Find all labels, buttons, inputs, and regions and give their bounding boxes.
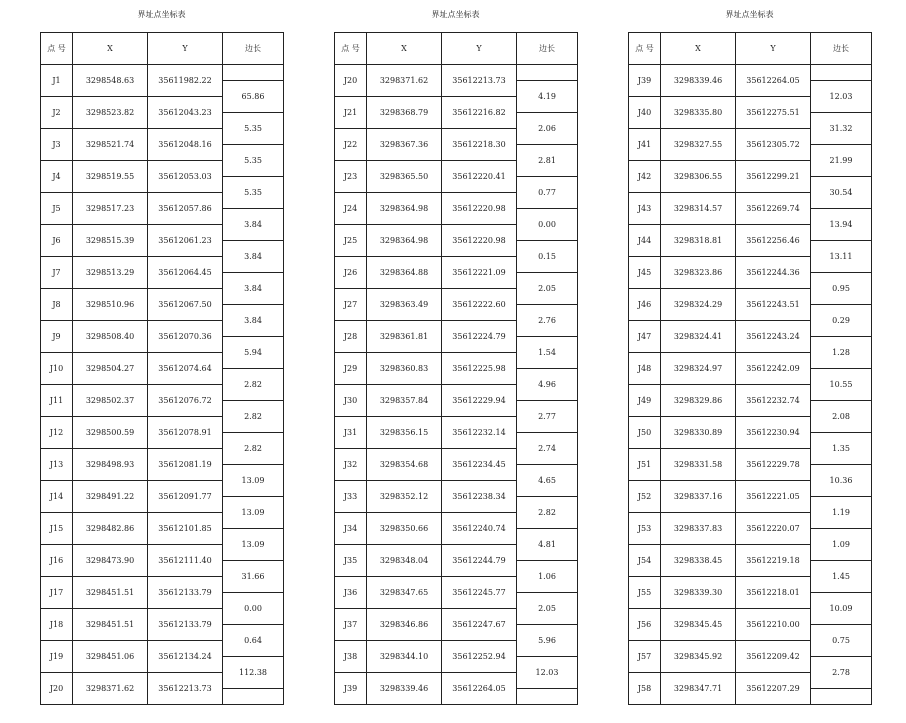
cell-point: J52 (629, 481, 661, 513)
cell-x: 3298345.45 (661, 609, 736, 641)
cell-x: 3298521.74 (73, 129, 148, 161)
cell-y: 35612275.51 (736, 97, 811, 129)
cell-x: 3298327.55 (661, 129, 736, 161)
cell-y: 35612220.07 (736, 513, 811, 545)
cell-y: 35612305.72 (736, 129, 811, 161)
edge-length-cell: 3.84 (223, 241, 284, 273)
edge-length-cell: 0.00 (223, 593, 284, 625)
edge-cell-stub (223, 65, 284, 81)
edge-length-cell: 1.54 (517, 337, 578, 369)
cell-point: J17 (41, 577, 73, 609)
cell-y: 35612221.09 (442, 257, 517, 289)
cell-point: J31 (335, 417, 367, 449)
cell-x: 3298324.29 (661, 289, 736, 321)
edge-length-cell: 5.35 (223, 145, 284, 177)
cell-y: 35612240.74 (442, 513, 517, 545)
header-point: 点 号 (629, 33, 661, 65)
edge-length-cell: 3.84 (223, 305, 284, 337)
edge-length-cell: 30.54 (811, 177, 872, 209)
cell-x: 3298337.16 (661, 481, 736, 513)
cell-point: J20 (335, 65, 367, 97)
cell-y: 35612074.64 (148, 353, 223, 385)
cell-x: 3298517.23 (73, 193, 148, 225)
header-edge: 边长 (517, 33, 578, 65)
cell-point: J10 (41, 353, 73, 385)
edge-length-cell: 5.94 (223, 337, 284, 369)
edge-length-cell: 1.19 (811, 497, 872, 529)
cell-point: J41 (629, 129, 661, 161)
cell-y: 35612244.36 (736, 257, 811, 289)
header-point: 点 号 (335, 33, 367, 65)
cell-y: 35612256.46 (736, 225, 811, 257)
cell-x: 3298323.86 (661, 257, 736, 289)
edge-length-cell: 5.96 (517, 625, 578, 657)
cell-y: 35612070.36 (148, 321, 223, 353)
cell-y: 35612111.40 (148, 545, 223, 577)
cell-x: 3298451.06 (73, 641, 148, 673)
cell-point: J8 (41, 289, 73, 321)
cell-y: 35612213.73 (148, 673, 223, 705)
cell-x: 3298473.90 (73, 545, 148, 577)
cell-point: J20 (41, 673, 73, 705)
cell-x: 3298510.96 (73, 289, 148, 321)
edge-length-cell: 0.29 (811, 305, 872, 337)
cell-x: 3298368.79 (367, 97, 442, 129)
table-title: 界址点坐标表 (431, 10, 480, 19)
cell-y: 35612061.23 (148, 225, 223, 257)
cell-x: 3298371.62 (73, 673, 148, 705)
cell-x: 3298361.81 (367, 321, 442, 353)
cell-x: 3298318.81 (661, 225, 736, 257)
cell-y: 35612218.30 (442, 129, 517, 161)
cell-point: J32 (335, 449, 367, 481)
header-edge: 边长 (811, 33, 872, 65)
header-x: X (73, 33, 148, 65)
cell-point: J34 (335, 513, 367, 545)
edge-length-cell: 1.45 (811, 561, 872, 593)
cell-x: 3298347.71 (661, 673, 736, 705)
cell-x: 3298331.58 (661, 449, 736, 481)
cell-y: 35612264.05 (736, 65, 811, 97)
header-y: Y (442, 33, 517, 65)
cell-y: 35611982.22 (148, 65, 223, 97)
header-x: X (661, 33, 736, 65)
cell-x: 3298354.68 (367, 449, 442, 481)
cell-point: J12 (41, 417, 73, 449)
cell-x: 3298339.30 (661, 577, 736, 609)
cell-x: 3298352.12 (367, 481, 442, 513)
cell-x: 3298500.59 (73, 417, 148, 449)
cell-y: 35612101.85 (148, 513, 223, 545)
cell-x: 3298338.45 (661, 545, 736, 577)
coordinate-table (628, 0, 871, 723)
edge-length-cell: 2.06 (517, 113, 578, 145)
cell-point: J25 (335, 225, 367, 257)
cell-x: 3298324.41 (661, 321, 736, 353)
edge-cell-stub (811, 65, 872, 81)
cell-point: J29 (335, 353, 367, 385)
cell-y: 35612133.79 (148, 609, 223, 641)
cell-y: 35612264.05 (442, 673, 517, 705)
cell-point: J26 (335, 257, 367, 289)
edge-length-cell: 112.38 (223, 657, 284, 689)
cell-x: 3298482.86 (73, 513, 148, 545)
edge-length-cell: 4.81 (517, 529, 578, 561)
cell-x: 3298502.37 (73, 385, 148, 417)
cell-x: 3298367.36 (367, 129, 442, 161)
edge-cell-stub (223, 689, 284, 705)
cell-y: 35612076.72 (148, 385, 223, 417)
cell-x: 3298348.04 (367, 545, 442, 577)
edge-length-cell: 31.66 (223, 561, 284, 593)
edge-length-cell: 10.36 (811, 465, 872, 497)
cell-x: 3298508.40 (73, 321, 148, 353)
edge-length-cell: 21.99 (811, 145, 872, 177)
edge-length-cell: 2.08 (811, 401, 872, 433)
cell-x: 3298523.82 (73, 97, 148, 129)
cell-point: J35 (335, 545, 367, 577)
header-edge: 边长 (223, 33, 284, 65)
cell-point: J21 (335, 97, 367, 129)
edge-length-cell: 0.64 (223, 625, 284, 657)
edge-length-cell: 4.96 (517, 369, 578, 401)
cell-point: J38 (335, 641, 367, 673)
edge-length-cell: 2.82 (223, 433, 284, 465)
edge-length-cell: 2.81 (517, 145, 578, 177)
cell-x: 3298365.50 (367, 161, 442, 193)
cell-point: J11 (41, 385, 73, 417)
cell-point: J7 (41, 257, 73, 289)
cell-x: 3298357.84 (367, 385, 442, 417)
cell-x: 3298335.80 (661, 97, 736, 129)
edge-length-cell: 65.86 (223, 81, 284, 113)
cell-x: 3298504.27 (73, 353, 148, 385)
edge-length-cell: 13.09 (223, 529, 284, 561)
cell-x: 3298519.55 (73, 161, 148, 193)
edge-length-cell: 0.00 (517, 209, 578, 241)
cell-point: J19 (41, 641, 73, 673)
table-title: 界址点坐标表 (137, 10, 186, 19)
cell-y: 35612133.79 (148, 577, 223, 609)
cell-point: J22 (335, 129, 367, 161)
edge-length-cell: 1.09 (811, 529, 872, 561)
cell-x: 3298451.51 (73, 577, 148, 609)
edge-length-cell: 10.09 (811, 593, 872, 625)
cell-x: 3298344.10 (367, 641, 442, 673)
edge-cell-stub (517, 65, 578, 81)
cell-y: 35612222.60 (442, 289, 517, 321)
edge-cell-stub (811, 689, 872, 705)
cell-point: J1 (41, 65, 73, 97)
cell-x: 3298515.39 (73, 225, 148, 257)
cell-point: J23 (335, 161, 367, 193)
cell-y: 35612078.91 (148, 417, 223, 449)
edge-length-cell: 2.05 (517, 273, 578, 305)
cell-y: 35612224.79 (442, 321, 517, 353)
edge-length-cell: 2.05 (517, 593, 578, 625)
cell-point: J28 (335, 321, 367, 353)
cell-x: 3298371.62 (367, 65, 442, 97)
cell-point: J30 (335, 385, 367, 417)
cell-x: 3298364.98 (367, 193, 442, 225)
cell-y: 35612234.45 (442, 449, 517, 481)
cell-y: 35612218.01 (736, 577, 811, 609)
table-grid (40, 32, 284, 705)
cell-y: 35612210.00 (736, 609, 811, 641)
cell-x: 3298339.46 (661, 65, 736, 97)
cell-x: 3298360.83 (367, 353, 442, 385)
cell-y: 35612245.77 (442, 577, 517, 609)
cell-point: J4 (41, 161, 73, 193)
cell-point: J47 (629, 321, 661, 353)
cell-x: 3298548.63 (73, 65, 148, 97)
edge-length-cell: 2.77 (517, 401, 578, 433)
table-title: 界址点坐标表 (725, 10, 774, 19)
cell-x: 3298337.83 (661, 513, 736, 545)
edge-length-cell: 31.32 (811, 113, 872, 145)
edge-length-cell: 2.82 (223, 369, 284, 401)
edge-length-cell: 4.19 (517, 81, 578, 113)
cell-y: 35612207.29 (736, 673, 811, 705)
cell-point: J50 (629, 417, 661, 449)
cell-y: 35612091.77 (148, 481, 223, 513)
table-grid (628, 32, 872, 705)
cell-point: J44 (629, 225, 661, 257)
edge-length-cell: 0.77 (517, 177, 578, 209)
cell-point: J27 (335, 289, 367, 321)
cell-x: 3298363.49 (367, 289, 442, 321)
edge-cell-stub (517, 689, 578, 705)
cell-y: 35612252.94 (442, 641, 517, 673)
edge-length-cell: 2.82 (223, 401, 284, 433)
cell-point: J46 (629, 289, 661, 321)
cell-point: J6 (41, 225, 73, 257)
cell-x: 3298324.97 (661, 353, 736, 385)
header-point: 点 号 (41, 33, 73, 65)
edge-length-cell: 4.65 (517, 465, 578, 497)
cell-point: J45 (629, 257, 661, 289)
cell-point: J9 (41, 321, 73, 353)
cell-point: J55 (629, 577, 661, 609)
cell-point: J3 (41, 129, 73, 161)
cell-y: 35612269.74 (736, 193, 811, 225)
cell-point: J40 (629, 97, 661, 129)
cell-point: J57 (629, 641, 661, 673)
cell-y: 35612238.34 (442, 481, 517, 513)
cell-point: J39 (335, 673, 367, 705)
cell-x: 3298339.46 (367, 673, 442, 705)
cell-y: 35612081.19 (148, 449, 223, 481)
edge-length-cell: 0.15 (517, 241, 578, 273)
edge-length-cell: 2.74 (517, 433, 578, 465)
edge-length-cell: 1.06 (517, 561, 578, 593)
cell-y: 35612243.24 (736, 321, 811, 353)
header-y: Y (148, 33, 223, 65)
cell-point: J53 (629, 513, 661, 545)
cell-y: 35612209.42 (736, 641, 811, 673)
cell-y: 35612220.98 (442, 225, 517, 257)
cell-x: 3298306.55 (661, 161, 736, 193)
cell-y: 35612057.86 (148, 193, 223, 225)
cell-point: J48 (629, 353, 661, 385)
cell-x: 3298346.86 (367, 609, 442, 641)
cell-y: 35612299.21 (736, 161, 811, 193)
cell-y: 35612232.14 (442, 417, 517, 449)
cell-point: J49 (629, 385, 661, 417)
cell-y: 35612048.16 (148, 129, 223, 161)
cell-x: 3298329.86 (661, 385, 736, 417)
cell-y: 35612216.82 (442, 97, 517, 129)
cell-y: 35612134.24 (148, 641, 223, 673)
cell-point: J43 (629, 193, 661, 225)
cell-point: J56 (629, 609, 661, 641)
cell-y: 35612220.98 (442, 193, 517, 225)
cell-x: 3298345.92 (661, 641, 736, 673)
cell-point: J54 (629, 545, 661, 577)
cell-point: J24 (335, 193, 367, 225)
edge-length-cell: 5.35 (223, 177, 284, 209)
cell-y: 35612067.50 (148, 289, 223, 321)
cell-point: J5 (41, 193, 73, 225)
cell-x: 3298330.89 (661, 417, 736, 449)
edge-length-cell: 0.95 (811, 273, 872, 305)
edge-length-cell: 12.03 (517, 657, 578, 689)
cell-x: 3298364.88 (367, 257, 442, 289)
cell-point: J37 (335, 609, 367, 641)
edge-length-cell: 13.09 (223, 497, 284, 529)
cell-x: 3298498.93 (73, 449, 148, 481)
cell-y: 35612213.73 (442, 65, 517, 97)
cell-y: 35612219.18 (736, 545, 811, 577)
cell-y: 35612244.79 (442, 545, 517, 577)
cell-x: 3298347.65 (367, 577, 442, 609)
cell-y: 35612220.41 (442, 161, 517, 193)
edge-length-cell: 1.35 (811, 433, 872, 465)
cell-point: J36 (335, 577, 367, 609)
cell-y: 35612221.05 (736, 481, 811, 513)
cell-y: 35612053.03 (148, 161, 223, 193)
edge-length-cell: 10.55 (811, 369, 872, 401)
cell-x: 3298350.66 (367, 513, 442, 545)
cell-point: J42 (629, 161, 661, 193)
coordinate-table (40, 0, 283, 723)
table-grid (334, 32, 578, 705)
edge-length-cell: 1.28 (811, 337, 872, 369)
cell-y: 35612230.94 (736, 417, 811, 449)
cell-y: 35612225.98 (442, 353, 517, 385)
edge-length-cell: 13.11 (811, 241, 872, 273)
edge-length-cell: 13.94 (811, 209, 872, 241)
cell-y: 35612064.45 (148, 257, 223, 289)
edge-length-cell: 2.76 (517, 305, 578, 337)
header-x: X (367, 33, 442, 65)
cell-x: 3298451.51 (73, 609, 148, 641)
coordinate-table (334, 0, 577, 723)
edge-length-cell: 3.84 (223, 273, 284, 305)
cell-x: 3298513.29 (73, 257, 148, 289)
cell-point: J14 (41, 481, 73, 513)
cell-x: 3298364.98 (367, 225, 442, 257)
cell-point: J39 (629, 65, 661, 97)
cell-y: 35612243.51 (736, 289, 811, 321)
cell-y: 35612242.09 (736, 353, 811, 385)
edge-length-cell: 0.75 (811, 625, 872, 657)
cell-point: J16 (41, 545, 73, 577)
edge-length-cell: 12.03 (811, 81, 872, 113)
cell-point: J13 (41, 449, 73, 481)
edge-length-cell: 5.35 (223, 113, 284, 145)
cell-point: J2 (41, 97, 73, 129)
cell-y: 35612229.94 (442, 385, 517, 417)
cell-y: 35612229.78 (736, 449, 811, 481)
cell-x: 3298356.15 (367, 417, 442, 449)
cell-y: 35612247.67 (442, 609, 517, 641)
cell-y: 35612043.23 (148, 97, 223, 129)
cell-point: J33 (335, 481, 367, 513)
cell-point: J18 (41, 609, 73, 641)
edge-length-cell: 2.78 (811, 657, 872, 689)
edge-length-cell: 3.84 (223, 209, 284, 241)
cell-x: 3298314.57 (661, 193, 736, 225)
cell-point: J15 (41, 513, 73, 545)
edge-length-cell: 13.09 (223, 465, 284, 497)
cell-x: 3298491.22 (73, 481, 148, 513)
header-y: Y (736, 33, 811, 65)
edge-length-cell: 2.82 (517, 497, 578, 529)
cell-point: J58 (629, 673, 661, 705)
cell-point: J51 (629, 449, 661, 481)
cell-y: 35612232.74 (736, 385, 811, 417)
